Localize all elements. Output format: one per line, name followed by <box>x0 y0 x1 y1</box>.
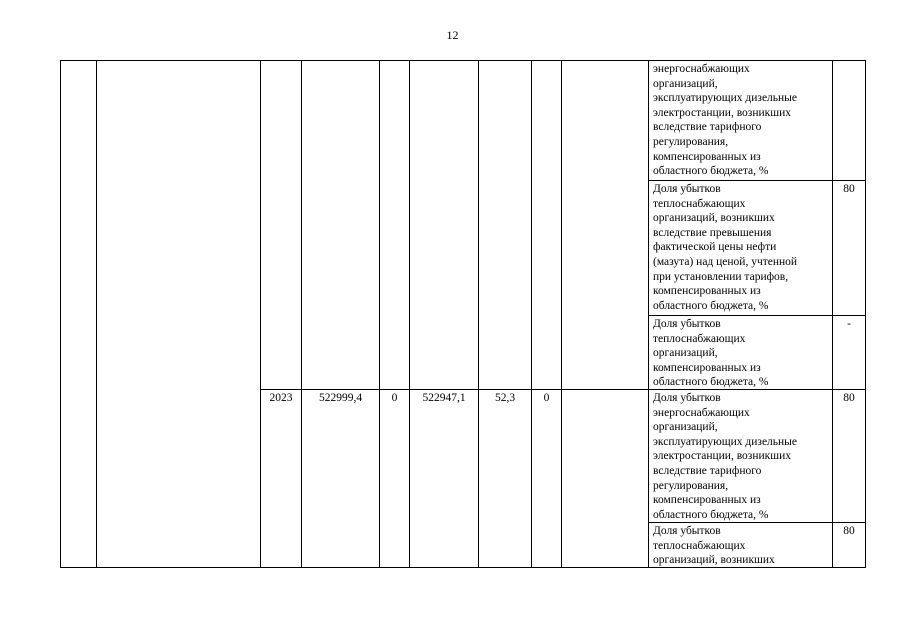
table-col-line <box>260 60 261 568</box>
table-col-line <box>648 60 649 568</box>
page-number: 12 <box>446 28 459 42</box>
table-col-line <box>561 60 562 568</box>
indicator-cell: энергоснабжающих организаций, эксплуатирующих дизельные электростанции, возникших вследствие тарифного регулирования, компенсированных из областного бюджета, % <box>653 63 798 178</box>
indicator-cell: Доля убытков теплоснабжающих организаций, возникших вследствие превышения фактической цены нефти (мазута) над ценой, учтенной при установлении тарифов, компенсированных из областного бюджета, % <box>653 183 798 312</box>
indicator-cell: Доля убытков энергоснабжающих организаций, эксплуатирующих дизельные электростанции, возникших вследствие тарифного регулирования, компенсированных из областного бюджета, % <box>653 392 798 521</box>
table-col-line <box>865 60 866 568</box>
table-col-line <box>301 60 302 568</box>
amount-cell: 522947,1 <box>422 392 466 404</box>
value-cell: 80 <box>843 392 855 404</box>
table-col-line <box>60 60 61 568</box>
value-cell: 80 <box>843 525 855 537</box>
table-col-line <box>96 60 97 568</box>
value-cell: - <box>847 318 851 330</box>
table-col-line <box>531 60 532 568</box>
value-cell: 80 <box>843 183 855 195</box>
table-col-line <box>409 60 410 568</box>
amount-cell: 0 <box>543 392 550 404</box>
amount-cell: 52,3 <box>494 392 516 404</box>
table-top-border <box>60 60 866 61</box>
indicator-cell: Доля убытков теплоснабжающих организаций, компенсированных из областного бюджета, % <box>653 318 769 389</box>
year-cell: 2023 <box>269 392 293 404</box>
row-separator <box>648 315 866 316</box>
row-separator <box>648 180 866 181</box>
indicator-cell: Доля убытков теплоснабжающих организаций, возникших <box>653 525 775 567</box>
table-col-line <box>478 60 479 568</box>
table-col-line <box>832 60 833 568</box>
total-cell: 522999,4 <box>318 392 363 404</box>
amount-cell: 0 <box>391 392 398 404</box>
table-col-line <box>379 60 380 568</box>
